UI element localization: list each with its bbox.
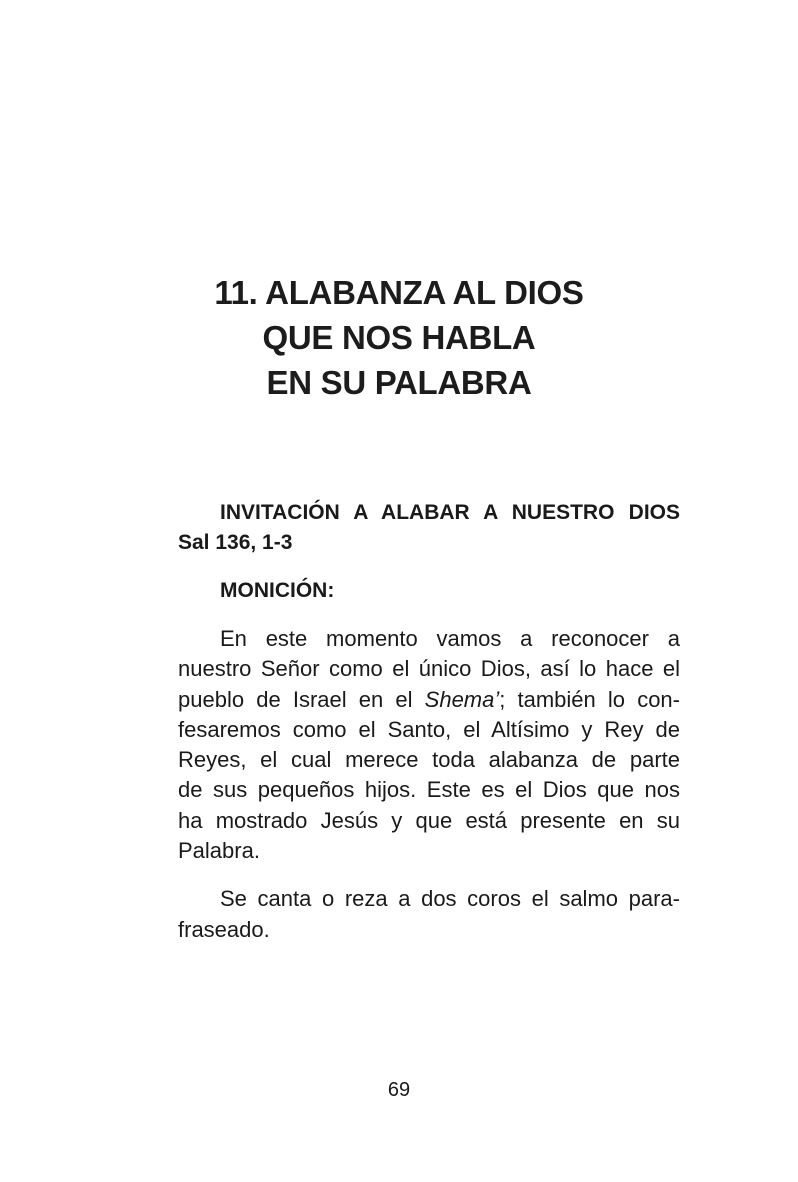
paragraph-line: Se canta o reza a dos coros el salmo para- <box>220 886 680 912</box>
paragraph-text: ; también lo con- <box>499 686 680 712</box>
paragraph-text: pueblo de Israel en el <box>178 686 425 712</box>
paragraph-line: fesaremos como el Santo, el Altísimo y Rey de <box>178 716 680 742</box>
chapter-title-line-3: EN SU PALABRA <box>266 364 532 401</box>
paragraph-line: ha mostrado Jesús y que está presente en su <box>178 807 680 833</box>
page-content <box>178 498 680 963</box>
paragraph-line: fraseado. <box>178 916 270 942</box>
chapter-title <box>0 270 798 405</box>
chapter-title-line-2: QUE NOS HABLA <box>262 319 536 356</box>
paragraph-line: En este momento vamos a reconocer a <box>220 626 680 651</box>
section-reference: Sal 136, 1-3 <box>178 531 293 554</box>
monicion-paragraph <box>178 624 680 866</box>
instruction-paragraph <box>178 884 680 945</box>
paragraph-line <box>178 685 680 715</box>
paragraph-line: nuestro Señor como el único Dios, así lo hace el <box>178 656 680 682</box>
page-number: 69 <box>387 1079 411 1101</box>
paragraph-line: Palabra. <box>178 838 260 864</box>
chapter-title-line-1: 11. ALABANZA AL DIOS <box>214 274 584 311</box>
paragraph-line: de sus pequeños hijos. Este es el Dios que nos <box>178 777 680 803</box>
section-heading: INVITACIÓN A ALABAR A NUESTRO DIOS <box>220 501 680 524</box>
monicion-heading: MONICIÓN: <box>220 579 335 602</box>
paragraph-line: Reyes, el cual merece toda alabanza de parte <box>178 747 680 773</box>
shema-term: Shema’ <box>424 686 500 712</box>
